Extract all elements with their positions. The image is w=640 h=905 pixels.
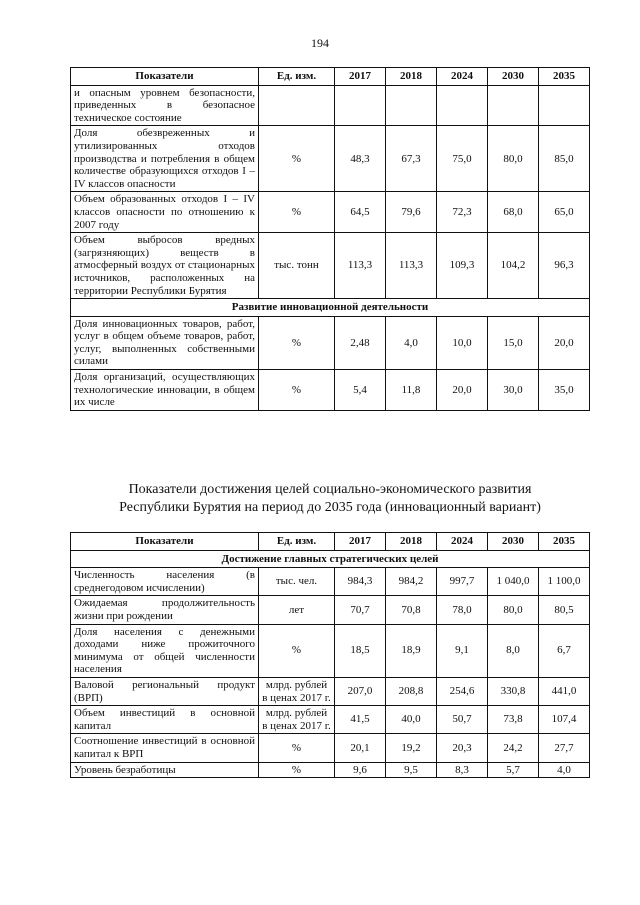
header-indicator: Показатели bbox=[71, 533, 259, 551]
value-cell: 113,3 bbox=[386, 233, 437, 299]
header-year: 2024 bbox=[437, 533, 488, 551]
page-number: 194 bbox=[311, 36, 329, 50]
caption-line: Республики Бурятия на период до 2035 года (инновационный вариант) bbox=[119, 500, 541, 515]
indicator-unit: % bbox=[259, 126, 335, 192]
value-cell: 70,8 bbox=[386, 596, 437, 624]
indicator-unit: % bbox=[259, 762, 335, 778]
value-cell: 104,2 bbox=[488, 233, 539, 299]
value-cell: 40,0 bbox=[386, 706, 437, 734]
section-title: Достижение главных стратегических целей bbox=[71, 550, 590, 568]
value-cell: 4,0 bbox=[539, 762, 590, 778]
header-year: 2018 bbox=[386, 68, 437, 86]
table-row bbox=[71, 316, 590, 369]
value-cell: 35,0 bbox=[539, 370, 590, 411]
indicator-name: Доля обезвреженных и утилизированных отходов производства и потребления в общем количестве образующихся отходов I – IV классов опасности bbox=[71, 126, 259, 192]
value-cell: 70,7 bbox=[335, 596, 386, 624]
value-cell: 9,6 bbox=[335, 762, 386, 778]
indicator-unit: % bbox=[259, 624, 335, 677]
header-year: 2030 bbox=[488, 533, 539, 551]
table-row bbox=[71, 192, 590, 233]
value-cell: 80,0 bbox=[488, 596, 539, 624]
value-cell: 75,0 bbox=[437, 126, 488, 192]
header-year: 2030 bbox=[488, 68, 539, 86]
table-row bbox=[71, 85, 590, 126]
value-cell: 27,7 bbox=[539, 734, 590, 762]
table-row bbox=[71, 233, 590, 299]
value-cell: 96,3 bbox=[539, 233, 590, 299]
table-row bbox=[71, 624, 590, 677]
value-cell: 254,6 bbox=[437, 677, 488, 705]
section-row bbox=[71, 550, 590, 568]
value-cell: 984,3 bbox=[335, 568, 386, 596]
value-cell: 113,3 bbox=[335, 233, 386, 299]
table-row bbox=[71, 706, 590, 734]
caption-line: Показатели достижения целей социально-экономического развития bbox=[128, 482, 532, 497]
value-cell: 30,0 bbox=[488, 370, 539, 411]
value-cell: 41,5 bbox=[335, 706, 386, 734]
header-indicator: Показатели bbox=[71, 68, 259, 86]
value-cell: 18,5 bbox=[335, 624, 386, 677]
value-cell: 20,3 bbox=[437, 734, 488, 762]
section-row bbox=[71, 299, 590, 317]
header-row bbox=[71, 68, 590, 86]
value-cell: 5,7 bbox=[488, 762, 539, 778]
value-cell: 8,0 bbox=[488, 624, 539, 677]
value-cell: 20,0 bbox=[539, 316, 590, 369]
value-cell: 11,8 bbox=[386, 370, 437, 411]
value-cell: 18,9 bbox=[386, 624, 437, 677]
value-cell: 330,8 bbox=[488, 677, 539, 705]
section-title: Развитие инновационной деятельности bbox=[71, 299, 590, 317]
value-cell: 1 040,0 bbox=[488, 568, 539, 596]
value-cell: 997,7 bbox=[437, 568, 488, 596]
value-cell: 984,2 bbox=[386, 568, 437, 596]
value-cell: 8,3 bbox=[437, 762, 488, 778]
indicator-name: Доля инновационных товаров, работ, услуг в общем объеме товаров, работ, услуг, выполненных собственными силами bbox=[71, 316, 259, 369]
value-cell: 109,3 bbox=[437, 233, 488, 299]
value-cell: 1 100,0 bbox=[539, 568, 590, 596]
table-row bbox=[71, 568, 590, 596]
indicator-name: Объем выбросов вредных (загрязняющих) веществ в атмосферный воздух от стационарных источников, расположенных на территории Республики Бурятия bbox=[71, 233, 259, 299]
indicator-unit: млрд. рублей в ценах 2017 г. bbox=[259, 706, 335, 734]
table-row bbox=[71, 677, 590, 705]
value-cell: 5,4 bbox=[335, 370, 386, 411]
table-row bbox=[71, 370, 590, 411]
value-cell: 80,5 bbox=[539, 596, 590, 624]
value-cell: 79,6 bbox=[386, 192, 437, 233]
value-cell: 64,5 bbox=[335, 192, 386, 233]
value-cell: 85,0 bbox=[539, 126, 590, 192]
value-cell: 67,3 bbox=[386, 126, 437, 192]
indicator-unit: лет bbox=[259, 596, 335, 624]
indicator-name: и опасным уровнем безопасности, приведенных в безопасное техническое состояние bbox=[71, 85, 259, 126]
value-cell: 10,0 bbox=[437, 316, 488, 369]
value-cell bbox=[335, 85, 386, 126]
table-row bbox=[71, 762, 590, 778]
value-cell: 6,7 bbox=[539, 624, 590, 677]
table-row bbox=[71, 734, 590, 762]
indicator-name: Доля организаций, осуществляющих технологические инновации, в общем их числе bbox=[71, 370, 259, 411]
indicator-unit bbox=[259, 85, 335, 126]
table-row bbox=[71, 126, 590, 192]
value-cell: 20,1 bbox=[335, 734, 386, 762]
header-year: 2024 bbox=[437, 68, 488, 86]
indicator-name: Доля населения с денежными доходами ниже прожиточного минимума от общей численности населения bbox=[71, 624, 259, 677]
value-cell: 2,48 bbox=[335, 316, 386, 369]
value-cell: 15,0 bbox=[488, 316, 539, 369]
value-cell: 48,3 bbox=[335, 126, 386, 192]
value-cell: 441,0 bbox=[539, 677, 590, 705]
value-cell bbox=[539, 85, 590, 126]
header-unit: Ед. изм. bbox=[259, 68, 335, 86]
indicators-table-bottom bbox=[70, 532, 590, 778]
value-cell bbox=[386, 85, 437, 126]
indicator-name: Соотношение инвестиций в основной капитал к ВРП bbox=[71, 734, 259, 762]
indicator-name: Численность населения (в среднегодовом исчислении) bbox=[71, 568, 259, 596]
indicator-name: Объем образованных отходов I – IV классов опасности по отношению к 2007 году bbox=[71, 192, 259, 233]
indicator-unit: % bbox=[259, 316, 335, 369]
value-cell: 72,3 bbox=[437, 192, 488, 233]
value-cell: 73,8 bbox=[488, 706, 539, 734]
value-cell: 208,8 bbox=[386, 677, 437, 705]
value-cell: 24,2 bbox=[488, 734, 539, 762]
header-year: 2017 bbox=[335, 533, 386, 551]
indicator-unit: % bbox=[259, 734, 335, 762]
header-year: 2035 bbox=[539, 533, 590, 551]
header-year: 2017 bbox=[335, 68, 386, 86]
header-year: 2035 bbox=[539, 68, 590, 86]
value-cell: 78,0 bbox=[437, 596, 488, 624]
indicators-table-top bbox=[70, 67, 590, 411]
value-cell: 68,0 bbox=[488, 192, 539, 233]
value-cell: 9,5 bbox=[386, 762, 437, 778]
table-caption bbox=[60, 481, 600, 517]
header-unit: Ед. изм. bbox=[259, 533, 335, 551]
value-cell: 50,7 bbox=[437, 706, 488, 734]
value-cell: 4,0 bbox=[386, 316, 437, 369]
indicator-name: Ожидаемая продолжительность жизни при рождении bbox=[71, 596, 259, 624]
value-cell: 20,0 bbox=[437, 370, 488, 411]
value-cell: 19,2 bbox=[386, 734, 437, 762]
value-cell: 80,0 bbox=[488, 126, 539, 192]
table-row bbox=[71, 596, 590, 624]
indicator-unit: тыс. чел. bbox=[259, 568, 335, 596]
indicator-unit: % bbox=[259, 370, 335, 411]
indicator-unit: тыс. тонн bbox=[259, 233, 335, 299]
indicator-unit: % bbox=[259, 192, 335, 233]
value-cell: 9,1 bbox=[437, 624, 488, 677]
value-cell: 65,0 bbox=[539, 192, 590, 233]
indicator-name: Уровень безработицы bbox=[71, 762, 259, 778]
indicator-unit: млрд. рублей в ценах 2017 г. bbox=[259, 677, 335, 705]
indicator-name: Валовой региональный продукт (ВРП) bbox=[71, 677, 259, 705]
value-cell bbox=[488, 85, 539, 126]
header-row bbox=[71, 533, 590, 551]
value-cell bbox=[437, 85, 488, 126]
value-cell: 207,0 bbox=[335, 677, 386, 705]
value-cell: 107,4 bbox=[539, 706, 590, 734]
header-year: 2018 bbox=[386, 533, 437, 551]
indicator-name: Объем инвестиций в основной капитал bbox=[71, 706, 259, 734]
